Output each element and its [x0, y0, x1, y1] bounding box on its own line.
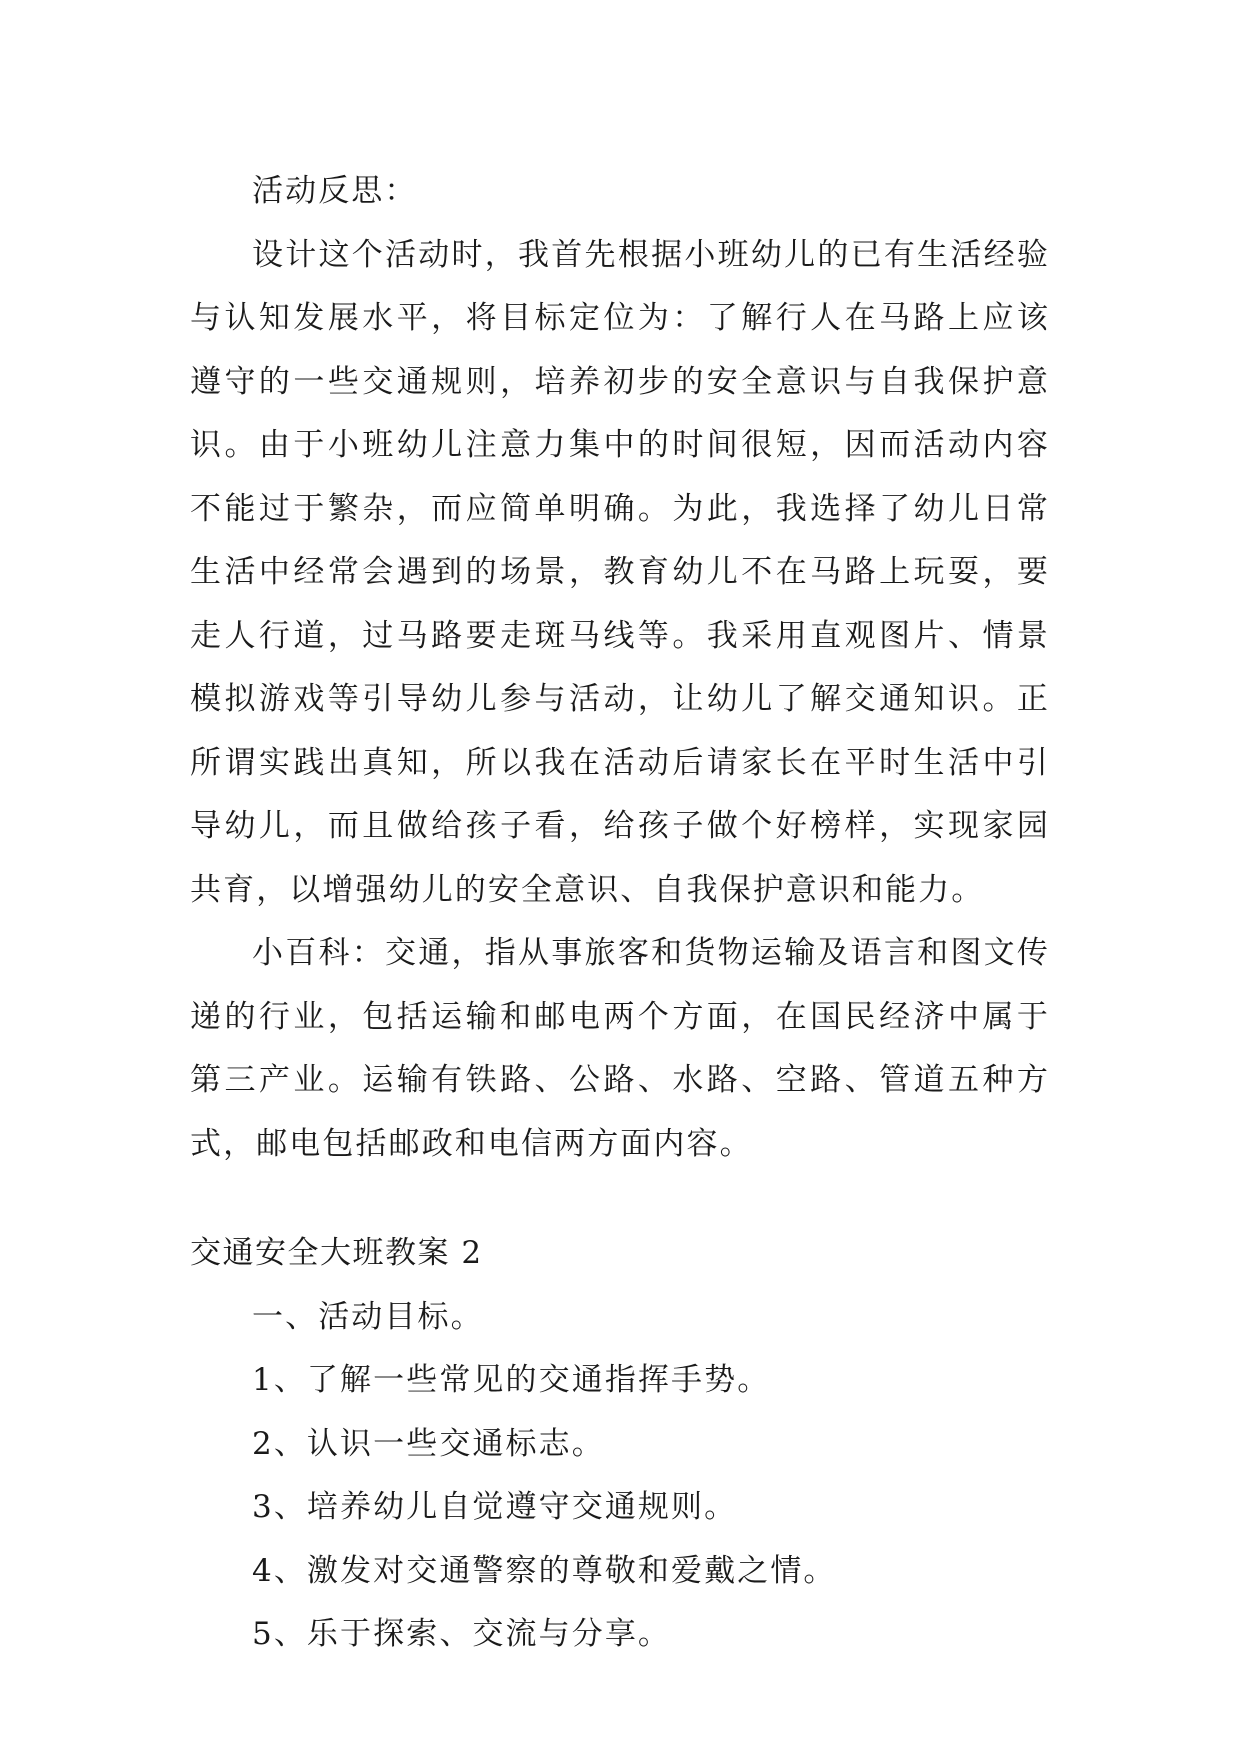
encyclopedia-paragraph: 小百科：交通，指从事旅客和货物运输及语言和图文传递的行业，包括运输和邮电两个方面，在国民经济中属于第三产业。运输有铁路、公路、水路、空路、管道五种方式，邮电包括邮政和电信两方面内容。	[190, 935, 1050, 1162]
lesson-plan-title: 交通安全大班教案 2	[190, 1235, 483, 1271]
reflection-title: 活动反思：	[252, 173, 418, 209]
goals-heading: 一、活动目标。	[252, 1298, 484, 1335]
goal-item: 5、乐于探索、交流与分享。	[252, 1616, 672, 1652]
section-gap	[190, 1176, 1050, 1222]
goal-item: 2、认识一些交通标志。	[252, 1425, 605, 1462]
goal-item: 4、激发对交通警察的尊敬和爱戴之情。	[252, 1552, 837, 1589]
goal-item: 1、了解一些常见的交通指挥手势。	[252, 1362, 771, 1398]
goal-item: 3、培养幼儿自觉遵守交通规则。	[252, 1489, 738, 1525]
document-body	[190, 160, 1050, 1667]
reflection-paragraph: 设计这个活动时，我首先根据小班幼儿的已有生活经验与认知发展水平，将目标定位为：了解行人在马路上应该遵守的一些交通规则，培养初步的安全意识与自我保护意识。由于小班幼儿注意力集中的时间很短，因而活动内容不能过于繁杂，而应简单明确。为此，我选择了幼儿日常生活中经常会遇到的场景，教育幼儿不在马路上玩耍，要走人行道，过马路要走斑马线等。我采用直观图片、情景模拟游戏等引导幼儿参与活动，让幼儿了解交通知识。正所谓实践出真知，所以我在活动后请家长在平时生活中引导幼儿，而且做给孩子看，给孩子做个好榜样，实现家园共育，以增强幼儿的安全意识、自我保护意识和能力。	[190, 236, 1050, 908]
